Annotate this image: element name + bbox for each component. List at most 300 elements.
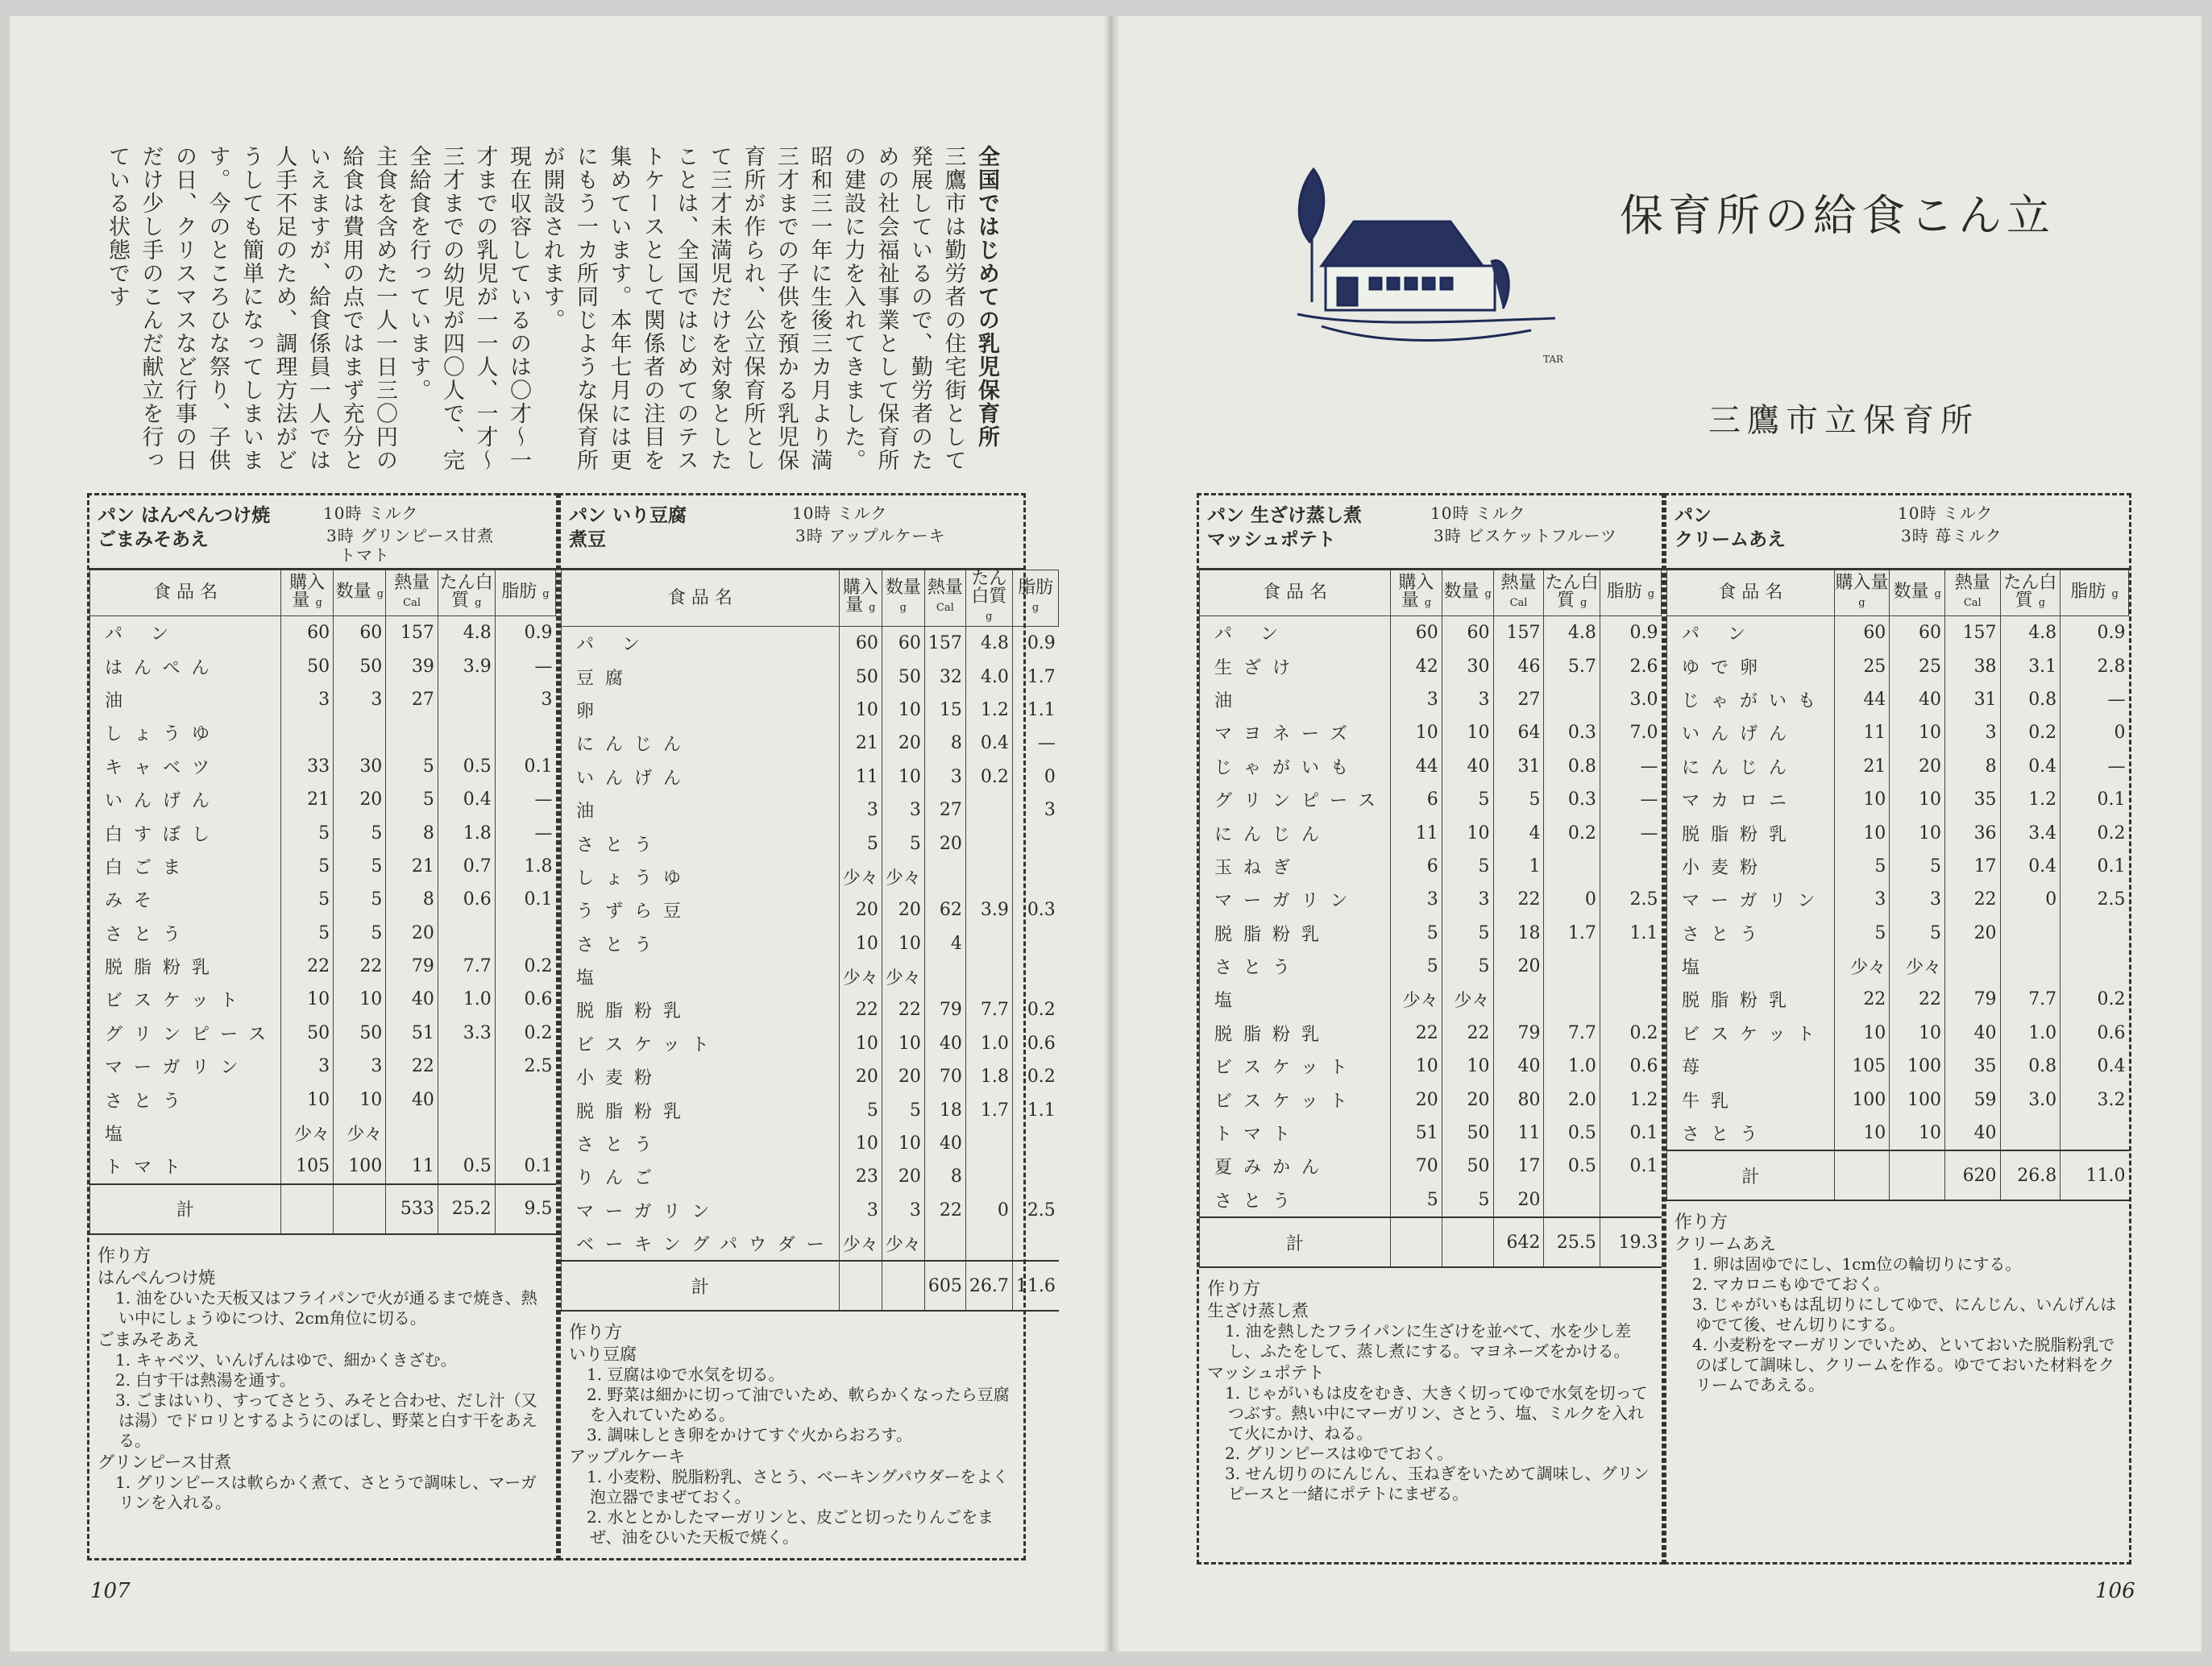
column-unit: Cal — [403, 596, 421, 609]
value-cell: 3 — [882, 794, 924, 827]
value-cell: 5 — [1442, 783, 1493, 816]
value-cell: 5 — [882, 1093, 924, 1126]
value-cell: 10 — [1890, 1017, 1945, 1050]
value-cell: 40 — [1890, 683, 1945, 716]
value-cell: 11 — [1391, 816, 1442, 849]
value-cell: 10 — [839, 1127, 882, 1160]
table-row — [90, 850, 556, 883]
table-row — [562, 1227, 1059, 1261]
table-row — [1667, 917, 2129, 950]
column-header — [1493, 570, 1544, 616]
value-cell: 79 — [386, 950, 438, 983]
value-cell: 3 — [1442, 883, 1493, 916]
value-cell: 22 — [1945, 883, 2001, 916]
menu-right-1 — [1197, 493, 1664, 1564]
method-recipe-name: 生ざけ蒸し煮 — [1207, 1301, 1309, 1320]
value-cell: 20 — [1493, 1183, 1544, 1217]
food-name-cell: 小麦粉 — [562, 1060, 840, 1093]
value-cell: 少々 — [1391, 983, 1442, 1016]
value-cell — [1600, 1183, 1661, 1217]
value-cell: 60 — [1442, 616, 1493, 650]
food-name-cell: 白すぼし — [90, 816, 281, 849]
column-header-label: 購入量 — [842, 578, 878, 615]
value-cell: 0.8 — [2000, 683, 2061, 716]
menu-snack-line-2: 3時 苺ミルク — [1901, 526, 2002, 545]
value-cell: 8 — [386, 883, 438, 916]
value-cell: 50 — [1442, 1150, 1493, 1183]
table-row — [90, 1150, 556, 1183]
value-cell: 27 — [1493, 683, 1544, 716]
value-cell: 10 — [1890, 816, 1945, 849]
value-cell: — — [495, 816, 555, 849]
column-header-label: 脂肪 — [2070, 581, 2106, 602]
value-cell: 5.7 — [1544, 649, 1600, 682]
food-name-cell: しょうゆ — [562, 860, 840, 893]
value-cell: 40 — [924, 1127, 965, 1160]
method-step: 1. キャベツ、いんげんはゆで、細かくきざむ。 — [115, 1350, 457, 1370]
table-row — [90, 983, 556, 1016]
value-cell: 1.2 — [2000, 783, 2061, 816]
value-cell: 3.1 — [2000, 649, 2061, 682]
value-cell — [438, 917, 495, 950]
value-cell: 1.8 — [965, 1060, 1012, 1093]
menu-snack-line-2: 3時 グリンピース甘煮 — [326, 526, 495, 545]
value-cell: 17 — [1493, 1150, 1544, 1183]
value-cell: 39 — [386, 649, 438, 682]
value-cell: 105 — [281, 1150, 334, 1183]
illustration-signature: TAR — [1543, 354, 1563, 365]
food-name-cell: 脱脂粉乳 — [90, 950, 281, 983]
food-name-cell: りんご — [562, 1160, 840, 1193]
value-cell: 1.2 — [965, 694, 1012, 727]
value-cell: 80 — [1493, 1083, 1544, 1116]
column-header-label: 熱量 — [394, 572, 430, 593]
value-cell: 5 — [281, 883, 334, 916]
method-recipe-name: マッシュポテト — [1207, 1363, 1325, 1382]
food-name-cell: 油 — [90, 683, 281, 716]
value-cell — [2000, 1117, 2061, 1150]
value-cell — [2061, 1117, 2129, 1150]
column-unit: Cal — [936, 602, 954, 614]
value-cell: 0.4 — [2000, 750, 2061, 783]
value-cell: 3 — [1442, 683, 1493, 716]
value-cell: 33 — [281, 750, 334, 783]
value-cell: 38 — [1945, 649, 2001, 682]
value-cell: 0.8 — [2000, 1050, 2061, 1083]
value-cell: 0.4 — [438, 783, 495, 816]
value-cell: 0.9 — [1012, 627, 1058, 661]
total-value: 9.5 — [495, 1184, 555, 1234]
food-name-cell: ベーキングパウダー — [562, 1227, 840, 1261]
value-cell: 4.8 — [1544, 616, 1600, 650]
column-unit: g — [1580, 596, 1587, 609]
table-row — [562, 1160, 1059, 1193]
value-cell — [1544, 983, 1600, 1016]
total-row — [1667, 1150, 2129, 1200]
value-cell: 0.2 — [1600, 1017, 1661, 1050]
value-cell: 22 — [1890, 983, 1945, 1016]
method-title: 作り方 — [1675, 1212, 1729, 1233]
column-unit: g — [869, 602, 876, 614]
column-header-label: 食 品 名 — [1263, 582, 1328, 603]
value-cell: 64 — [1493, 716, 1544, 749]
value-cell: — — [495, 783, 555, 816]
table-row — [1667, 983, 2129, 1016]
total-value: 25.5 — [1544, 1217, 1600, 1267]
value-cell: 70 — [1391, 1150, 1442, 1183]
value-cell: 60 — [882, 627, 924, 661]
method-step: 2. グリンピースはゆでておく。 — [1225, 1444, 1454, 1463]
value-cell: 5 — [1890, 850, 1945, 883]
value-cell: 21 — [839, 727, 882, 760]
value-cell: 少々 — [882, 860, 924, 893]
value-cell: 5 — [1442, 1183, 1493, 1217]
value-cell: 3 — [1945, 716, 2001, 749]
table-row — [1200, 649, 1662, 682]
value-cell: 31 — [1493, 750, 1544, 783]
value-cell: 20 — [1442, 1083, 1493, 1116]
column-header — [1200, 570, 1391, 616]
column-header-label: 熱量 — [927, 578, 963, 598]
table-row — [562, 927, 1059, 960]
method-step: 2. 白す干は熱湯を通す。 — [115, 1370, 296, 1390]
book-gutter — [1104, 16, 1120, 1651]
value-cell: 5 — [839, 827, 882, 860]
menu-snack-line-1: 10時 ミルク — [323, 504, 419, 523]
food-name-cell: さとう — [90, 1083, 281, 1116]
total-row — [562, 1261, 1059, 1311]
table-row — [1200, 783, 1662, 816]
value-cell: 少々 — [839, 1227, 882, 1261]
method-recipe-name: いり豆腐 — [569, 1345, 637, 1364]
column-header-label: 数量 — [885, 578, 921, 598]
value-cell: 100 — [1834, 1083, 1890, 1116]
value-cell — [965, 927, 1012, 960]
value-cell: 0.9 — [495, 616, 555, 650]
value-cell: 18 — [1493, 917, 1544, 950]
total-label: 計 — [562, 1261, 840, 1311]
value-cell: 0.6 — [1012, 1027, 1058, 1060]
value-cell: — — [495, 649, 555, 682]
value-cell: 0.2 — [1012, 993, 1058, 1026]
value-cell: 4.8 — [438, 616, 495, 650]
table-row — [90, 649, 556, 682]
value-cell: 20 — [334, 783, 386, 816]
value-cell: 50 — [281, 649, 334, 682]
page-number-left: 107 — [90, 1579, 131, 1603]
value-cell — [1945, 950, 2001, 983]
value-cell: 0.3 — [1012, 893, 1058, 926]
value-cell: 79 — [1493, 1017, 1544, 1050]
value-cell: — — [2061, 683, 2129, 716]
value-cell: 27 — [924, 794, 965, 827]
value-cell: 79 — [1945, 983, 2001, 1016]
value-cell: 60 — [334, 616, 386, 650]
value-cell: 40 — [1442, 750, 1493, 783]
column-unit: g — [2111, 587, 2119, 600]
value-cell: 105 — [1834, 1050, 1890, 1083]
nursery-building-illustration — [1289, 165, 1563, 367]
value-cell: 5 — [839, 1093, 882, 1126]
column-unit: g — [542, 587, 550, 600]
column-unit: g — [899, 602, 907, 614]
value-cell: 22 — [1391, 1017, 1442, 1050]
value-cell: 3.2 — [2061, 1083, 2129, 1116]
value-cell: 50 — [334, 1017, 386, 1050]
food-name-cell: 脱脂粉乳 — [1200, 917, 1391, 950]
table-row — [90, 750, 556, 783]
value-cell: 0.2 — [1012, 1060, 1058, 1093]
value-cell: 0.3 — [1544, 716, 1600, 749]
value-cell: — — [1600, 783, 1661, 816]
method-recipe-name: ごまみそあえ — [98, 1330, 199, 1349]
value-cell: 0 — [2000, 883, 2061, 916]
value-cell: 51 — [386, 1017, 438, 1050]
value-cell: 10 — [1442, 716, 1493, 749]
table-row — [1667, 1117, 2129, 1150]
value-cell: 10 — [281, 983, 334, 1016]
value-cell: 5 — [1890, 917, 1945, 950]
value-cell: 40 — [924, 1027, 965, 1060]
value-cell: 7.7 — [1544, 1017, 1600, 1050]
value-cell: 2.5 — [495, 1050, 555, 1083]
value-cell: 1.2 — [1600, 1083, 1661, 1116]
value-cell: 10 — [1890, 1117, 1945, 1150]
table-row — [562, 794, 1059, 827]
menu-dish-line-1: パン 生ざけ蒸し煮 — [1207, 505, 1363, 526]
value-cell: 0.4 — [2061, 1050, 2129, 1083]
value-cell — [438, 1117, 495, 1150]
table-row — [562, 1027, 1059, 1060]
column-header — [495, 570, 555, 616]
value-cell: 30 — [334, 750, 386, 783]
food-name-cell: パ ン — [562, 627, 840, 661]
value-cell — [1544, 1183, 1600, 1217]
value-cell: 62 — [924, 893, 965, 926]
column-unit: g — [1484, 587, 1492, 600]
table-row — [90, 1017, 556, 1050]
value-cell — [2000, 950, 2061, 983]
method-step: 4. 小麦粉をマーガリンでいため、といておいた脱脂粉乳でのばして調味し、クリームを作る。ゆでておいた材料をクリームであえる。 — [1692, 1335, 2115, 1395]
value-cell: 20 — [1945, 917, 2001, 950]
menu-snack-line-1: 10時 ミルク — [1898, 504, 1994, 523]
value-cell: 7.7 — [2000, 983, 2061, 1016]
food-name-cell: じゃがいも — [1667, 683, 1835, 716]
value-cell — [1600, 850, 1661, 883]
column-unit: g — [315, 596, 322, 609]
value-cell: 0.9 — [2061, 616, 2129, 650]
value-cell: 7.7 — [965, 993, 1012, 1026]
food-name-cell: にんじん — [1200, 816, 1391, 849]
food-name-cell: さとう — [562, 1127, 840, 1160]
value-cell: 1.1 — [1012, 1093, 1058, 1126]
value-cell: 0 — [1012, 760, 1058, 794]
food-name-cell: うずら豆 — [562, 893, 840, 926]
column-unit: g — [1424, 596, 1432, 609]
food-name-cell: さとう — [1200, 950, 1391, 983]
value-cell: 31 — [1945, 683, 2001, 716]
value-cell: 0.5 — [438, 750, 495, 783]
value-cell: 0.2 — [495, 1017, 555, 1050]
value-cell: 35 — [1945, 783, 2001, 816]
food-name-cell: パ ン — [1200, 616, 1391, 650]
value-cell — [2061, 950, 2129, 983]
value-cell: 5 — [1493, 783, 1544, 816]
value-cell: 1 — [1493, 850, 1544, 883]
table-row — [1667, 1050, 2129, 1083]
value-cell: 70 — [924, 1060, 965, 1093]
menu-dish-line-1: パン — [1675, 505, 1712, 526]
column-header-label: 食 品 名 — [1718, 582, 1783, 603]
value-cell — [1544, 950, 1600, 983]
value-cell: 0.2 — [495, 950, 555, 983]
menu-header — [1666, 495, 2129, 570]
food-name-cell: 塩 — [1667, 950, 1835, 983]
food-name-cell: いんげん — [90, 783, 281, 816]
value-cell: 2.8 — [2061, 649, 2129, 682]
value-cell: 27 — [386, 683, 438, 716]
method-recipe-name: はんぺんつけ焼 — [98, 1268, 216, 1287]
food-name-cell: トマト — [1200, 1117, 1391, 1150]
value-cell: 3 — [839, 1194, 882, 1227]
value-cell: 40 — [386, 1083, 438, 1116]
food-name-cell: にんじん — [1667, 750, 1835, 783]
value-cell: 10 — [882, 694, 924, 727]
value-cell: 5 — [1391, 950, 1442, 983]
value-cell: 0.5 — [438, 1150, 495, 1183]
table-row — [90, 816, 556, 849]
value-cell: 3 — [1391, 883, 1442, 916]
value-cell: 10 — [1391, 716, 1442, 749]
column-header-label: 数量 — [335, 581, 371, 602]
food-name-cell: 塩 — [562, 960, 840, 993]
value-cell: 0 — [2061, 716, 2129, 749]
value-cell: 25 — [1890, 649, 1945, 682]
value-cell: 3 — [882, 1194, 924, 1227]
total-value — [281, 1184, 334, 1234]
value-cell: 36 — [1945, 816, 2001, 849]
column-header — [1544, 570, 1600, 616]
nutrition-table — [1199, 570, 1662, 1268]
menu-dish-line-1: パン はんぺんつけ焼 — [98, 505, 271, 526]
cooking-method — [1207, 1279, 1657, 1504]
table-row — [90, 683, 556, 716]
value-cell: 5 — [882, 827, 924, 860]
table-row — [90, 1117, 556, 1150]
value-cell: 少々 — [882, 1227, 924, 1261]
method-recipe-name: アップルケーキ — [569, 1447, 686, 1466]
column-header-label: たん白質 — [2003, 572, 2057, 611]
value-cell: 20 — [924, 827, 965, 860]
value-cell — [438, 1083, 495, 1116]
value-cell — [1600, 983, 1661, 1016]
method-recipe-name: グリンピース甘煮 — [98, 1453, 232, 1472]
column-header-label: 熱量 — [1500, 572, 1537, 593]
value-cell: 157 — [386, 616, 438, 650]
column-header — [2061, 570, 2129, 616]
value-cell: 0.5 — [1544, 1117, 1600, 1150]
value-cell — [386, 1117, 438, 1150]
table-row — [1200, 1083, 1662, 1116]
value-cell — [965, 1160, 1012, 1193]
value-cell: 22 — [882, 993, 924, 1026]
food-name-cell: いんげん — [1667, 716, 1835, 749]
column-unit: g — [2038, 596, 2046, 609]
method-step: 1. 小麦粉、脱脂粉乳、さとう、ベーキングパウダーをよく泡立器でまぜておく。 — [587, 1467, 1009, 1506]
value-cell: 0.2 — [965, 760, 1012, 794]
value-cell: 1.7 — [1012, 660, 1058, 693]
table-row — [562, 727, 1059, 760]
value-cell — [334, 716, 386, 749]
column-header — [334, 570, 386, 616]
total-value — [1442, 1217, 1493, 1267]
method-step: 1. 油を熱したフライパンに生ざけを並べて、水を少し差し、ふたをして、蒸し煮にする。マヨネーズをかける。 — [1225, 1321, 1632, 1361]
value-cell: 0.7 — [438, 850, 495, 883]
value-cell: 50 — [281, 1017, 334, 1050]
column-unit: g — [376, 587, 384, 600]
value-cell: 20 — [386, 917, 438, 950]
value-cell: 157 — [924, 627, 965, 661]
value-cell: 8 — [924, 727, 965, 760]
value-cell: 1.0 — [965, 1027, 1012, 1060]
column-header — [1945, 570, 2001, 616]
value-cell: 10 — [882, 1127, 924, 1160]
food-name-cell: 豆腐 — [562, 660, 840, 693]
value-cell: 60 — [1890, 616, 1945, 650]
table-row — [90, 883, 556, 916]
value-cell — [924, 1227, 965, 1261]
method-recipe-name: クリームあえ — [1675, 1234, 1776, 1254]
value-cell: 7.0 — [1600, 716, 1661, 749]
food-name-cell: ゆで卵 — [1667, 649, 1835, 682]
value-cell: 35 — [1945, 1050, 2001, 1083]
value-cell: 0.2 — [1544, 816, 1600, 849]
article-heading: 全国ではじめての乳児保育所 — [974, 145, 999, 449]
value-cell: 3.0 — [1600, 683, 1661, 716]
value-cell: 0.1 — [2061, 783, 2129, 816]
total-value: 26.8 — [2000, 1150, 2061, 1200]
value-cell: 8 — [386, 816, 438, 849]
food-name-cell: 脱脂粉乳 — [1667, 816, 1835, 849]
value-cell: 1.1 — [1600, 917, 1661, 950]
total-label: 計 — [1667, 1150, 1835, 1200]
table-row — [1200, 917, 1662, 950]
value-cell: 8 — [924, 1160, 965, 1193]
value-cell: 100 — [1890, 1050, 1945, 1083]
table-row — [1667, 683, 2129, 716]
value-cell — [965, 827, 1012, 860]
method-step: 1. 油をひいた天板又はフライパンで火が通るまで焼き、熱い中にしょうゆにつけ、2cm角位に切る。 — [115, 1288, 537, 1328]
menu-header — [89, 495, 556, 570]
method-step: 1. 卵は固ゆでにし、1cm位の輪切りにする。 — [1692, 1254, 2022, 1274]
food-name-cell: 脱脂粉乳 — [1200, 1017, 1391, 1050]
value-cell: 20 — [839, 893, 882, 926]
value-cell: 10 — [839, 1027, 882, 1060]
page-number-right: 106 — [2095, 1579, 2135, 1603]
total-value: 642 — [1493, 1217, 1544, 1267]
menu-snack-line-2: 3時 アップルケーキ — [795, 526, 946, 545]
menu-right-2 — [1664, 493, 2131, 1564]
value-cell: 1.7 — [965, 1093, 1012, 1126]
value-cell: — — [1600, 750, 1661, 783]
value-cell: 少々 — [1890, 950, 1945, 983]
food-name-cell: さとう — [1667, 1117, 1835, 1150]
value-cell: 50 — [334, 649, 386, 682]
table-row — [90, 1050, 556, 1083]
table-row — [1200, 816, 1662, 849]
column-header — [281, 570, 334, 616]
method-step: 2. マカロニもゆでておく。 — [1692, 1274, 1890, 1294]
